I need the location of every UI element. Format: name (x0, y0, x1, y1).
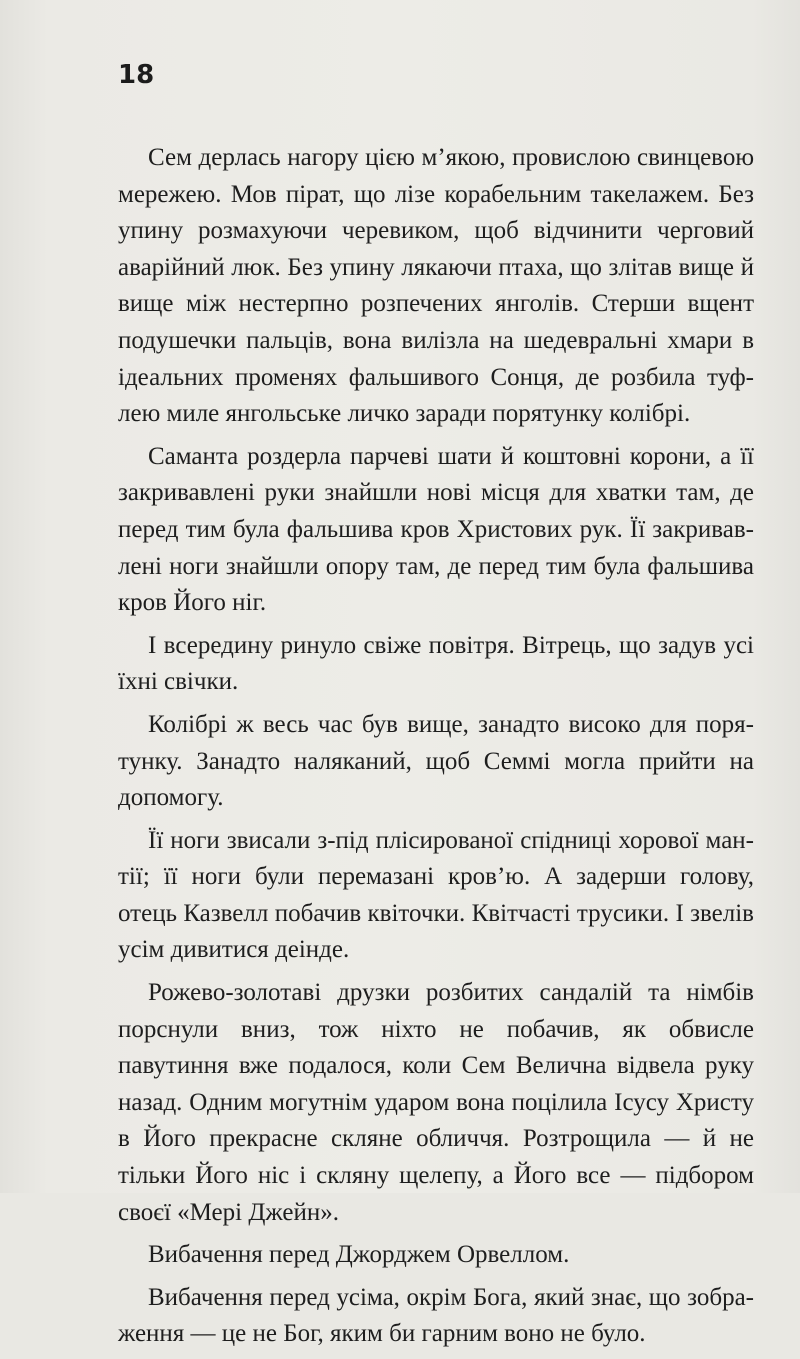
paragraph: І всередину ринуло свіже повітря. Вітрець, що задув усі їхні свічки. (118, 631, 754, 696)
paragraph: Вибачення перед усіма, окрім Бога, який знає, що зображення — це не Бог, яким би гарним воно не було. (118, 1283, 754, 1348)
paragraph: Колібрі ж весь час був вище, занадто високо для порятунку. Занадто наляканий, щоб Семмі могла прийти на допомогу. (118, 710, 754, 812)
paragraph: Сем дерлась нагору цією м’якою, провислою свинцевою мережею. Мов пірат, що лізе корабельним такелажем. Без упину розмахуючи черевиком, щоб відчинити черговий аварійний люк. Без упину лякаючи птаха, що злітав вище й вище між нестерпно розпечених янголів. Стерши вщент подушечки пальців, вона вилізла на шедевральні хмари в ідеальних променях фальшивого Сонця, де розбила туфлею миле янгольське личко заради порятунку колібрі. (118, 144, 754, 428)
body-text (118, 140, 754, 1359)
page-number: 18 (118, 60, 155, 90)
paragraph: Її ноги звисали з-під плісированої спідниці хорової мантії; її ноги були перемазані кров’ю. А задерши голову, отець Казвелл побачив квіточки. Квітчасті трусики. І звелів усім дивитися деінде. (118, 826, 754, 964)
paragraph: Вибачення перед Джорджем Орвеллом. (148, 1241, 570, 1269)
paragraph: Саманта роздерла парчеві шати й коштовні корони, а її закривавлені руки знайшли нові місця для хватки там, де перед тим була фальшива кров Христових рук. Її закривавлені ноги знайшли опору там, де перед тим була фальшива кров Його ніг. (118, 442, 754, 617)
paragraph: Рожево-золотаві друзки розбитих сандалій та німбів порснули вниз, тож ніхто не побачив, як обвисле павутиння вже подалося, коли Сем Велична відвела руку назад. Одним могутнім ударом вона поцілила Ісусу Христу в Його прекрасне скляне обличчя. Розтрощила — й не тільки Його ніс і скляну щелепу, а Його все — підбором своєї «Мері Джейн». (118, 979, 754, 1226)
